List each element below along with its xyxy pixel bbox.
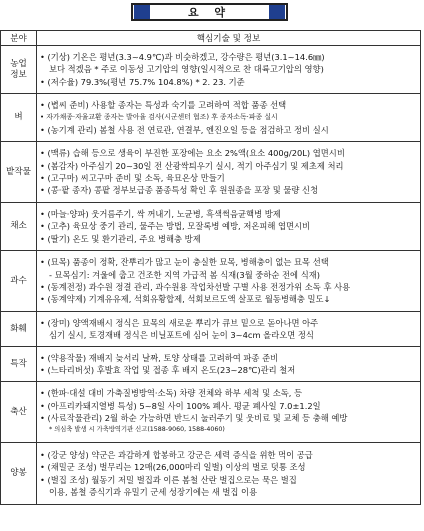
table-row: [1, 382, 421, 443]
content-line: • (맥류) 습해 등으로 생육이 부진한 포장에는 요소 2%액(요소 400g/20L) 엽면시비: [40, 148, 345, 159]
content-line: • (기상) 기온은 평년(3.3~4.9℃)과 비슷하겠고, 강수량은 평년(3.1~14.6㎜): [40, 51, 325, 62]
category-cell: [1, 251, 37, 312]
category-label: 채소: [10, 221, 27, 231]
content-line: • (봄감자) 아주심기 20~30일 전 산광싹틔우기 실시, 적기 아주심기 및 제초제 처리: [40, 160, 344, 171]
content-line: • (사료작물관리) 2월 하순 가능하면 반드시 눌러주기 및 웃비료 및 교체 등 충해 예방: [40, 413, 348, 423]
summary-title-box: [131, 3, 288, 21]
content-line: • (벌집 조성) 월동기 저밀 벌집과 이른 봄철 산란 벌집으로는 묵은 벌집: [40, 474, 297, 485]
category-cell: [1, 312, 37, 347]
page-title: 요 약: [187, 6, 232, 19]
content-line: 이용, 봄철 증식기과 유밀기 군세 성장기에는 새 벌집 이용: [49, 486, 258, 497]
summary-table: [0, 30, 421, 505]
content-line: • (장미) 양액재배시 정식은 묘목의 새로운 뿌리가 큐브 밑으로 돋아나면 아주: [40, 317, 319, 328]
content-line: • (묘목) 품종이 정확, 잔뿌리가 많고 눈이 충실한 묘목, 병해충이 없는 묘목 선택: [40, 257, 329, 268]
content-line: 보다 적겠음 * 주로 이동성 고기압의 영향(일시적으로 찬 대륙고기압의 영향): [49, 64, 324, 75]
content-line: • (강군 양성) 약군은 과감하게 합봉하고 강군은 세력 증식을 위한 먹이 공급: [40, 449, 313, 460]
category-label: 밭작물: [6, 166, 31, 177]
content-cell: [37, 312, 421, 347]
table-row: [1, 347, 421, 382]
content-cell: [37, 347, 421, 382]
content-line: • (채밀군 조성) 벌무리는 12매(26,000마리 일벌) 이상의 벌로 덧통 조성: [40, 462, 306, 473]
category-label: 농업정보: [10, 58, 27, 80]
category-label: 양봉: [10, 468, 27, 478]
content-cell: [37, 142, 421, 203]
table-row: [1, 443, 421, 505]
content-line: • (농기계 관리) 봄철 사용 전 연료관, 연결부, 엔진오일 등을 점검하고 정비 실시: [40, 124, 329, 135]
category-cell: [1, 203, 37, 251]
content-line: • 자가채종·자율교환 종자는 발아율 검사(시군센터 협조) 후 종자소독·파종 실시: [40, 113, 278, 122]
note-line: * 의심축 발생 시 가축방역기관 신고(1588-9060, 1588-4060): [49, 426, 225, 434]
content-line: 심기 실시, 토경재배 정식은 비닐포트에 심어 눈이 3~4cm 올라오면 정식: [49, 330, 314, 340]
table-row: [1, 46, 421, 94]
content-line: • (저수율) 79.3%(평년 75.7% 104.8%) * 2. 23. 기준: [40, 76, 245, 87]
content-line: • (아프리카돼지열병 특성) 5~8일 사이 100% 폐사. 평균 폐사일 7.0±1.2일: [40, 400, 321, 411]
content-line: • (동계전정) 과수원 정결 관리, 과수원용 작업차선발 구별 사용 전정가위 소독 후 사용: [40, 282, 351, 292]
content-line: • (딸기) 온도 및 환기관리, 주요 병해충 방제: [40, 233, 201, 244]
content-line: - 묘목심기: 겨울에 춥고 건조한 지역 가급적 봄 식재(3월 중하순 전에 식재): [49, 269, 320, 280]
category-cell: [1, 142, 37, 203]
content-cell: [37, 382, 421, 443]
category-cell: [1, 46, 37, 94]
content-line: • (마늘·양파) 웃거름주기, 싹 꺼내기, 노균병, 흑색썩음균핵병 방제: [40, 208, 281, 219]
header-content: 핵심기술 및 정보: [37, 31, 421, 46]
content-line: • (고구마) 씨고구마 준비 및 소독, 육묘온상 만들기: [40, 173, 225, 183]
category-label: 벼: [14, 112, 23, 122]
content-line: • (느타리버섯) 후발효 작업 및 접종 후 배지 온도(23~28℃)관리 철저: [40, 365, 296, 375]
content-line: • (볍씨 준비) 사용할 종자는 특성과 숙기를 고려하여 적합 품종 선택: [40, 99, 287, 110]
category-label: 축산: [10, 406, 27, 417]
table-header-row: [1, 31, 421, 46]
category-cell: [1, 443, 37, 505]
table-row: [1, 251, 421, 312]
category-label: 특작: [10, 358, 27, 369]
content-line: • (동계약제) 기계유유제, 석회유황합제, 석회보르도액 살포로 월동병해충 밀도↓: [40, 294, 331, 305]
content-line: • (한파·대설 대비 가축질병방역·소독) 차량 전체와 하부 세척 및 소독, 등: [40, 388, 303, 399]
content-line: • (고추) 육묘상 중기 관리, 물주는 방법, 모잘록병 예방, 저온피해 엽면시비: [40, 221, 311, 232]
table-row: [1, 94, 421, 142]
table-row: [1, 203, 421, 251]
category-label: 화훼: [10, 323, 27, 334]
content-line: • (콩·팥 종자) 콩팥 정부보급종 품종특성 확인 후 원원종을 포장 및 물량 신청: [40, 185, 319, 196]
category-cell: [1, 347, 37, 382]
content-cell: [37, 203, 421, 251]
category-cell: [1, 382, 37, 443]
category-cell: [1, 94, 37, 142]
header-category: 분야: [1, 31, 37, 46]
content-cell: [37, 46, 421, 94]
category-label: 과수: [10, 275, 27, 286]
content-cell: [37, 94, 421, 142]
table-row: [1, 142, 421, 203]
content-cell: [37, 443, 421, 505]
content-line: • (약용작물) 재배지 늦서리 날짜, 토양 상태를 고려하여 파종 준비: [40, 352, 279, 363]
table-row: [1, 312, 421, 347]
content-cell: [37, 251, 421, 312]
